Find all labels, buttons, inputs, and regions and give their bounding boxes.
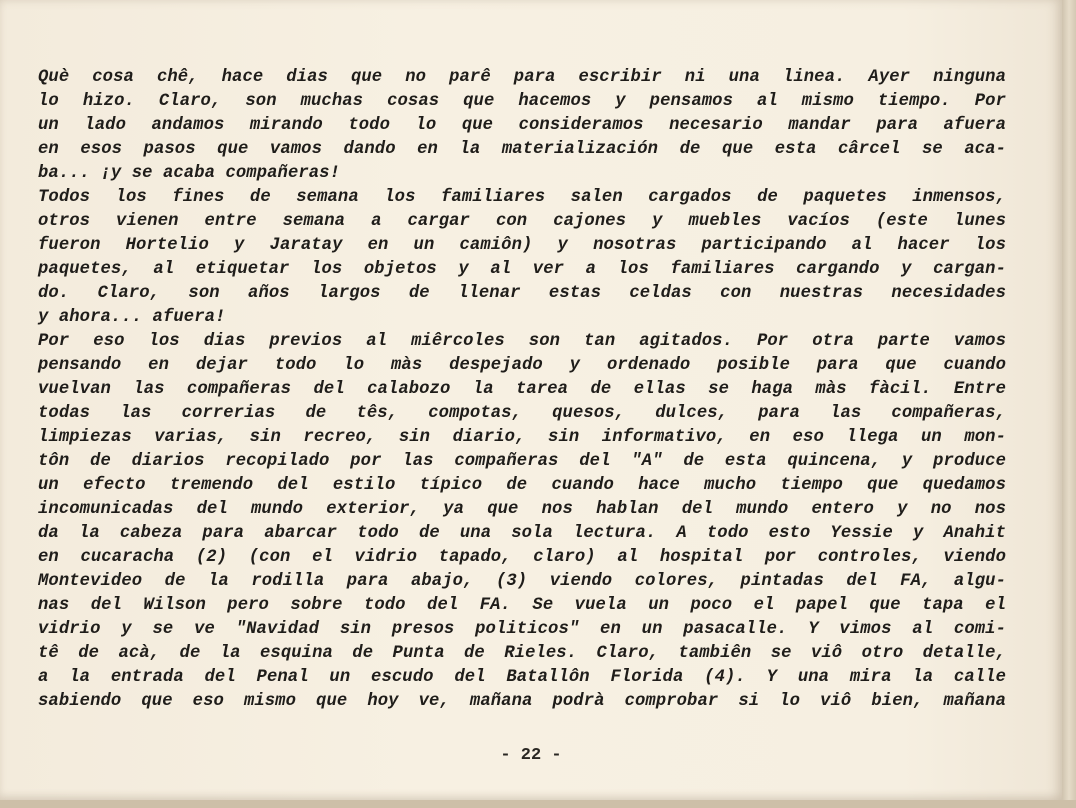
body-text bbox=[38, 66, 1006, 714]
page-edge-right bbox=[1062, 0, 1076, 808]
text-line: lo hizo. Claro, son muchas cosas que hacemos y pensamos al mismo tiempo. Por bbox=[38, 92, 1006, 111]
text-line: limpiezas varias, sin recreo, sin diario, sin informativo, en eso llega un mon- bbox=[38, 428, 1006, 447]
text-line: todas las correrias de tês, compotas, quesos, dulces, para las compañeras, bbox=[38, 404, 1006, 423]
text-line: fueron Hortelio y Jaratay en un camiôn) y nosotras participando al hacer los bbox=[38, 236, 1006, 255]
text-line: Todos los fines de semana los familiares salen cargados de paquetes inmensos, bbox=[38, 188, 1006, 207]
text-line: vidrio y se ve "Navidad sin presos politicos" en un pasacalle. Y vimos al comi- bbox=[38, 620, 1006, 639]
text-line: da la cabeza para abarcar todo de una sola lectura. A todo esto Yessie y Anahit bbox=[38, 524, 1006, 543]
text-line: Montevideo de la rodilla para abajo, (3) viendo colores, pintadas del FA, algu- bbox=[38, 572, 1006, 591]
text-line: ba... ¡y se acaba compañeras! bbox=[38, 164, 341, 183]
text-line: tê de acà, de la esquina de Punta de Rieles. Claro, tambiên se viô otro detalle, bbox=[38, 644, 1006, 663]
text-line: un lado andamos mirando todo lo que consideramos necesario mandar para afuera bbox=[38, 116, 1006, 135]
text-line: un efecto tremendo del estilo típico de cuando hace mucho tiempo que quedamos bbox=[38, 476, 1006, 495]
text-line: sabiendo que eso mismo que hoy ve, mañana podrà comprobar si lo viô bien, mañana bbox=[38, 692, 1006, 711]
text-line: a la entrada del Penal un escudo del Batallôn Florida (4). Y una mira la calle bbox=[38, 668, 1006, 687]
text-line: pensando en dejar todo lo màs despejado y ordenado posible para que cuando bbox=[38, 356, 1006, 375]
text-line: incomunicadas del mundo exterior, ya que nos hablan del mundo entero y no nos bbox=[38, 500, 1006, 519]
text-line: do. Claro, son años largos de llenar estas celdas con nuestras necesidades bbox=[38, 284, 1006, 303]
text-line: otros vienen entre semana a cargar con cajones y muebles vacíos (este lunes bbox=[38, 212, 1006, 231]
text-line: vuelvan las compañeras del calabozo la tarea de ellas se haga màs fàcil. Entre bbox=[38, 380, 1006, 399]
text-line: nas del Wilson pero sobre todo del FA. Se vuela un poco el papel que tapa el bbox=[38, 596, 1006, 615]
text-line: y ahora... afuera! bbox=[38, 308, 226, 327]
text-line: en esos pasos que vamos dando en la materialización de que esta cârcel se aca- bbox=[38, 140, 1006, 159]
text-line: en cucaracha (2) (con el vidrio tapado, claro) al hospital por controles, viendo bbox=[38, 548, 1006, 567]
page-number: - 22 - bbox=[500, 746, 562, 765]
text-line: Por eso los dias previos al miêrcoles son tan agitados. Por otra parte vamos bbox=[38, 332, 1006, 351]
text-line: Què cosa chê, hace dias que no parê para escribir ni una linea. Ayer ninguna bbox=[38, 68, 1006, 87]
page-edge-bottom bbox=[0, 800, 1076, 808]
text-line: tôn de diarios recopilado por las compañeras del "A" de esta quincena, y produce bbox=[38, 452, 1006, 471]
text-line: paquetes, al etiquetar los objetos y al ver a los familiares cargando y cargan- bbox=[38, 260, 1006, 279]
